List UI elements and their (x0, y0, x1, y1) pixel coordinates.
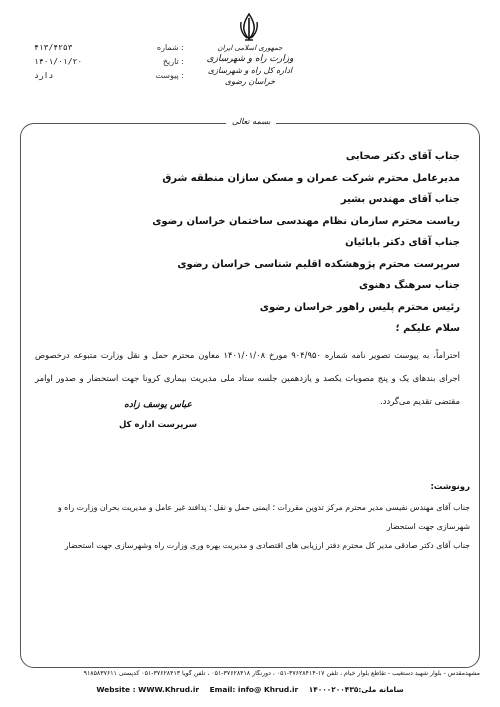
meta-date-row (34, 55, 184, 69)
addressee-line: جناب سرهنگ دهنوی (359, 280, 460, 291)
attachment-value: دارد (34, 71, 54, 80)
ministry-header (195, 43, 305, 87)
footer-website[interactable]: Website : WWW.Khrud.ir (96, 685, 199, 694)
letter-meta (34, 41, 184, 83)
footer-email[interactable]: Email: info@ Khrud.ir (209, 685, 299, 694)
header-ministry: وزارت راه و شهرسازی (206, 54, 294, 64)
addressee-line: جناب آقای دکتر صحابی (345, 151, 460, 162)
number-label: شماره : (156, 43, 184, 52)
besmele: بسمه تعالی (226, 117, 276, 126)
footer-contacts (0, 685, 500, 694)
addressee-line: مدیرعامل محترم شرکت عمران و مسکن سازان منطقه شرق (162, 172, 460, 184)
letter-paragraph: احتراماً، به پیوست تصویر نامه شماره ۹۰۴/۹۵۰ مورخ ۱۴۰۱/۰۱/۰۸ معاون محترم حمل و نقل وزارت متبوعه درخصوص اجرای بندهای یک و پنج مصوبات یکصد و یازدهمین جلسه ستاد ملی مدیریت بیماری کرونا جهت استحضار و صدور اوامر مقتضی تقدیم می‌گردد. (35, 349, 460, 406)
letter-body (35, 150, 460, 413)
addressee-line: جناب آقای دکتر بابائیان (345, 237, 460, 248)
greeting: سلام علیکم ؛ (395, 323, 460, 334)
signature-role: سرپرست اداره کل (118, 420, 198, 430)
number-value: ۴۱۳/۴۲۵۳ (34, 43, 73, 52)
iran-emblem-icon (238, 12, 260, 42)
header-country: جمهوری اسلامی ایران (217, 44, 283, 52)
footer-postal: سامانه ملی:۱۴۰۰۰۲۰۰۴۳۵ (308, 685, 404, 694)
cc-item: جناب آقای مهندس نفیسی مدیر محترم مرکز تدوین مقررات ؛ ایمنی حمل و نقل ؛ پدافند غیر عامل و مدیریت بحران وزارت راه و شهرسازی جهت استحضار (57, 503, 470, 531)
meta-number-row (34, 41, 184, 55)
cc-item: جناب آقای دکتر صادقی مدیر کل محترم دفتر ارزیابی های اقتصادی و مدیریت بهره وری وزارت راه وشهرسازی جهت استحضار (64, 541, 470, 550)
signature-block (108, 400, 208, 430)
date-label: تاریخ : (162, 57, 184, 66)
cc-list (30, 498, 470, 555)
header-department: اداره کل راه و شهرسازی خراسان رضوی (207, 66, 293, 86)
meta-attachment-row (34, 69, 184, 83)
addressee-line: ریاست محترم سازمان نظام مهندسی ساختمان خراسان رضوی (152, 215, 460, 227)
addressee-line: سرپرست محترم پژوهشکده اقلیم شناسی خراسان رضوی (177, 258, 460, 270)
signature-name: عباس یوسف زاده (124, 400, 192, 410)
addressee-line: جناب آقای مهندس بشیر (340, 194, 460, 205)
date-value: ۱۴۰۱/۰۱/۲۰ (34, 57, 83, 66)
attachment-label: پیوست : (155, 71, 184, 80)
addressee-line: رئیس محترم پلیس راهور خراسان رضوی (259, 301, 460, 313)
footer-address: مشهدمقدس - بلوار شهید دستغیب - تقاطع بلوار خیام ، تلفن ۱۷-۳۷۶۲۸۴۱۴-۰۵۱ ، دورنگار ۳۷۶۲۸۴۱۸-۰۵۱ ، تلفن گویا ۳۷۶۲۸۴۱۳-۰۵۱ کدپستی ۹۱۸۵۸۳۷۶۱۱ (83, 670, 480, 677)
cc-title: رونوشت: (430, 482, 470, 492)
